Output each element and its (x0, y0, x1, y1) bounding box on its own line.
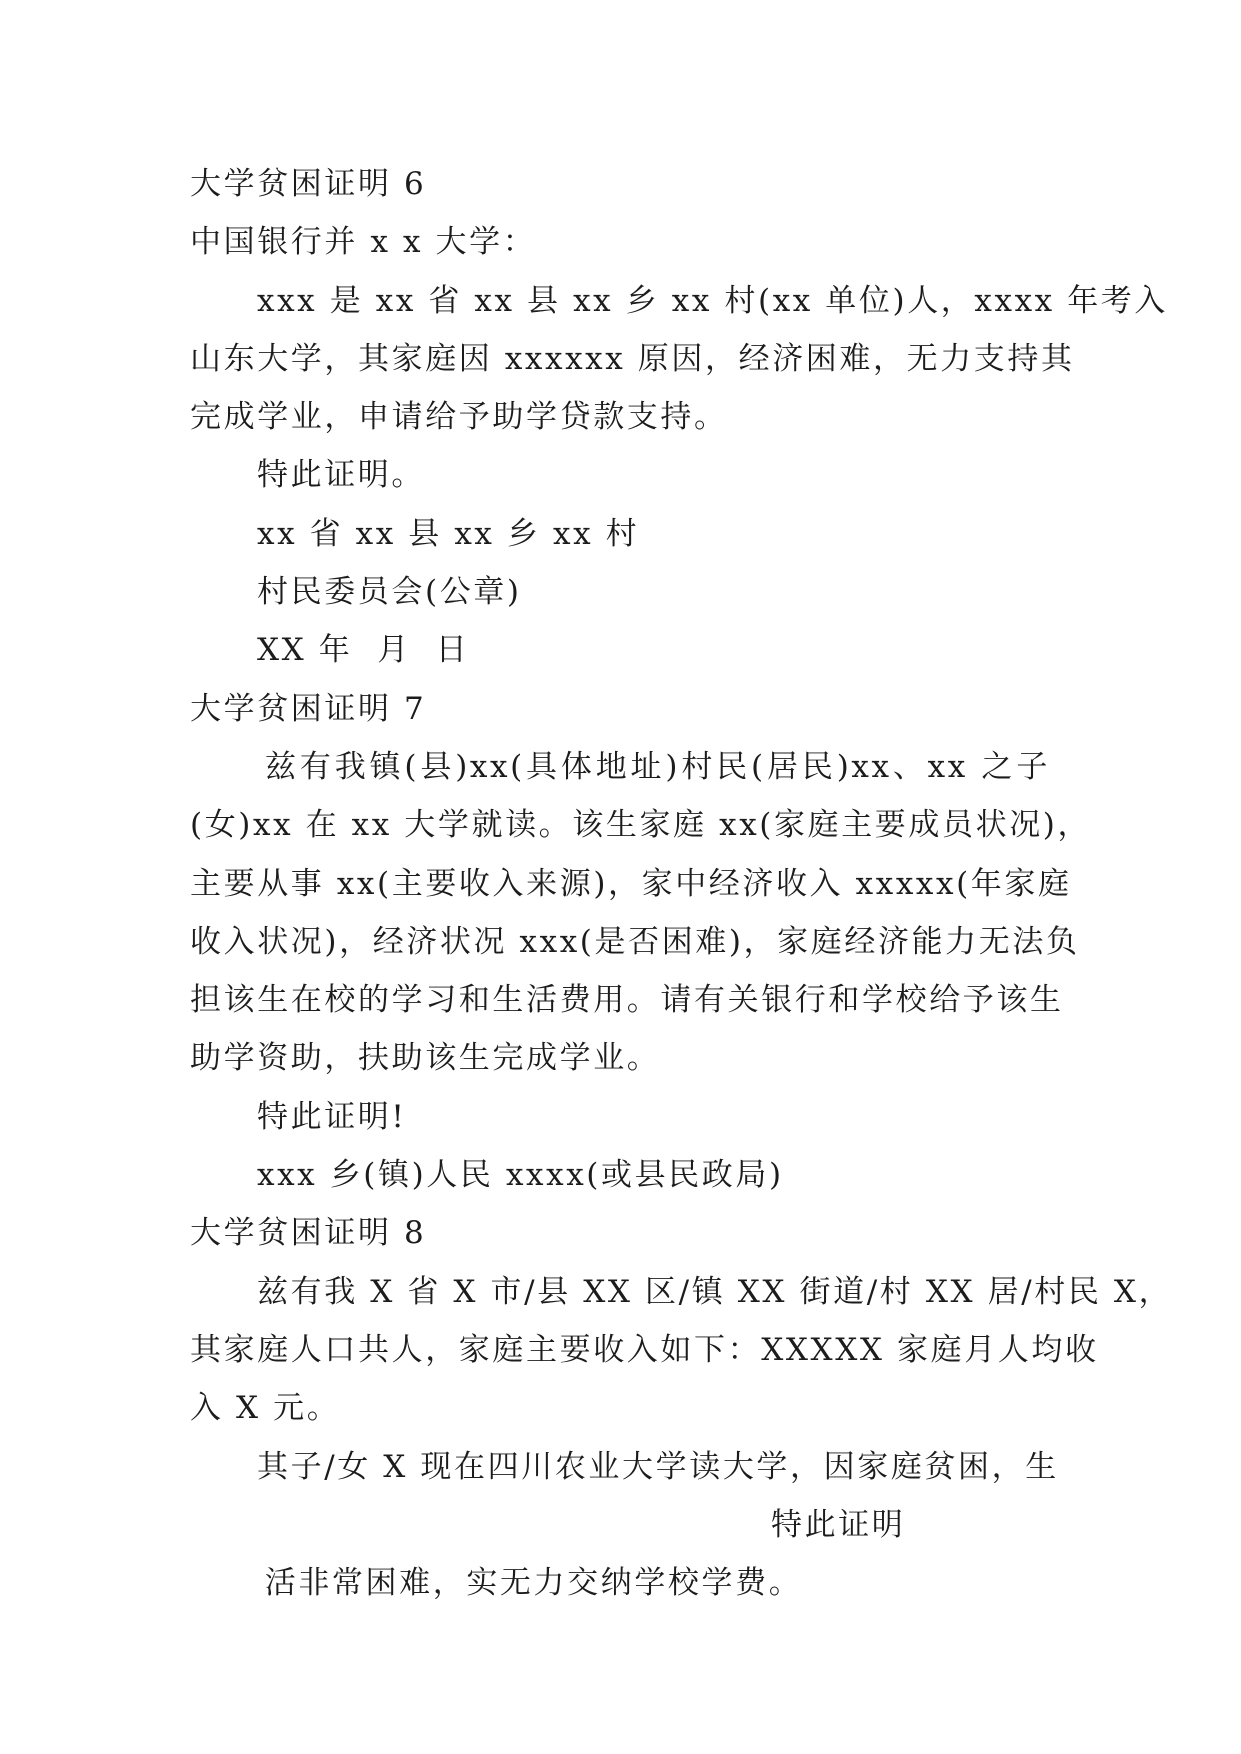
closing-text: 特此证明。 (257, 457, 425, 494)
body-line: 兹有我镇(县)xx(具体地址)村民(居民)xx、xx 之子 (265, 748, 1050, 785)
signer-line: xxx 乡(镇)人民 xxxx(或县民政局) (257, 1157, 784, 1194)
section-title: 大学贫困证明 6 (190, 166, 427, 202)
body-line: 入 X 元。 (190, 1390, 341, 1427)
body-line: 担该生在校的学习和生活费用。请有关银行和学校给予该生 (190, 982, 1064, 1019)
section-title: 大学贫困证明 8 (190, 1215, 427, 1252)
body-line: 其家庭人口共人，家庭主要收入如下：XXXXX 家庭月人均收 (190, 1331, 1099, 1368)
body-line: 主要从事 xx(主要收入来源)，家中经济收入 xxxxx(年家庭 (190, 865, 1072, 902)
body-line: (女)xx 在 xx 大学就读。该生家庭 xx(家庭主要成员状况)， (190, 807, 1092, 844)
closing-text: 特此证明 (771, 1506, 906, 1543)
body-line: 收入状况)，经济状况 xxx(是否困难)，家庭经济能力无法负 (190, 923, 1080, 960)
document-content (190, 155, 1173, 1602)
signer-place: xx 省 xx 县 xx 乡 xx 村 (257, 515, 640, 552)
body-line: xxx 是 xx 省 xx 县 xx 乡 xx 村(xx 单位)人，xxxx 年考入 (257, 282, 1168, 319)
closing-text: 特此证明! (257, 1098, 407, 1135)
body-line: 山东大学，其家庭因 xxxxxx 原因，经济困难，无力支持其 (190, 340, 1075, 377)
date-line: XX 年 月 日 (257, 632, 470, 669)
signer-org: 村民委员会(公章) (257, 574, 522, 611)
section-title: 大学贫困证明 7 (190, 690, 427, 727)
body-line-with-closing (190, 1496, 1050, 1602)
body-line: 助学资助，扶助该生完成学业。 (190, 1040, 661, 1077)
addressee: 中国银行并 x x 大学： (190, 224, 537, 261)
body-line: 完成学业，申请给予助学贷款支持。 (190, 399, 728, 436)
body-line: 兹有我 X 省 X 市/县 XX 区/镇 XX 街道/村 XX 居/村民 X， (257, 1273, 1173, 1310)
body-line: 活非常困难，实无力交纳学校学费。 (264, 1565, 803, 1602)
body-line: 其子/女 X 现在四川农业大学读大学，因家庭贫困，生 (257, 1448, 1059, 1485)
